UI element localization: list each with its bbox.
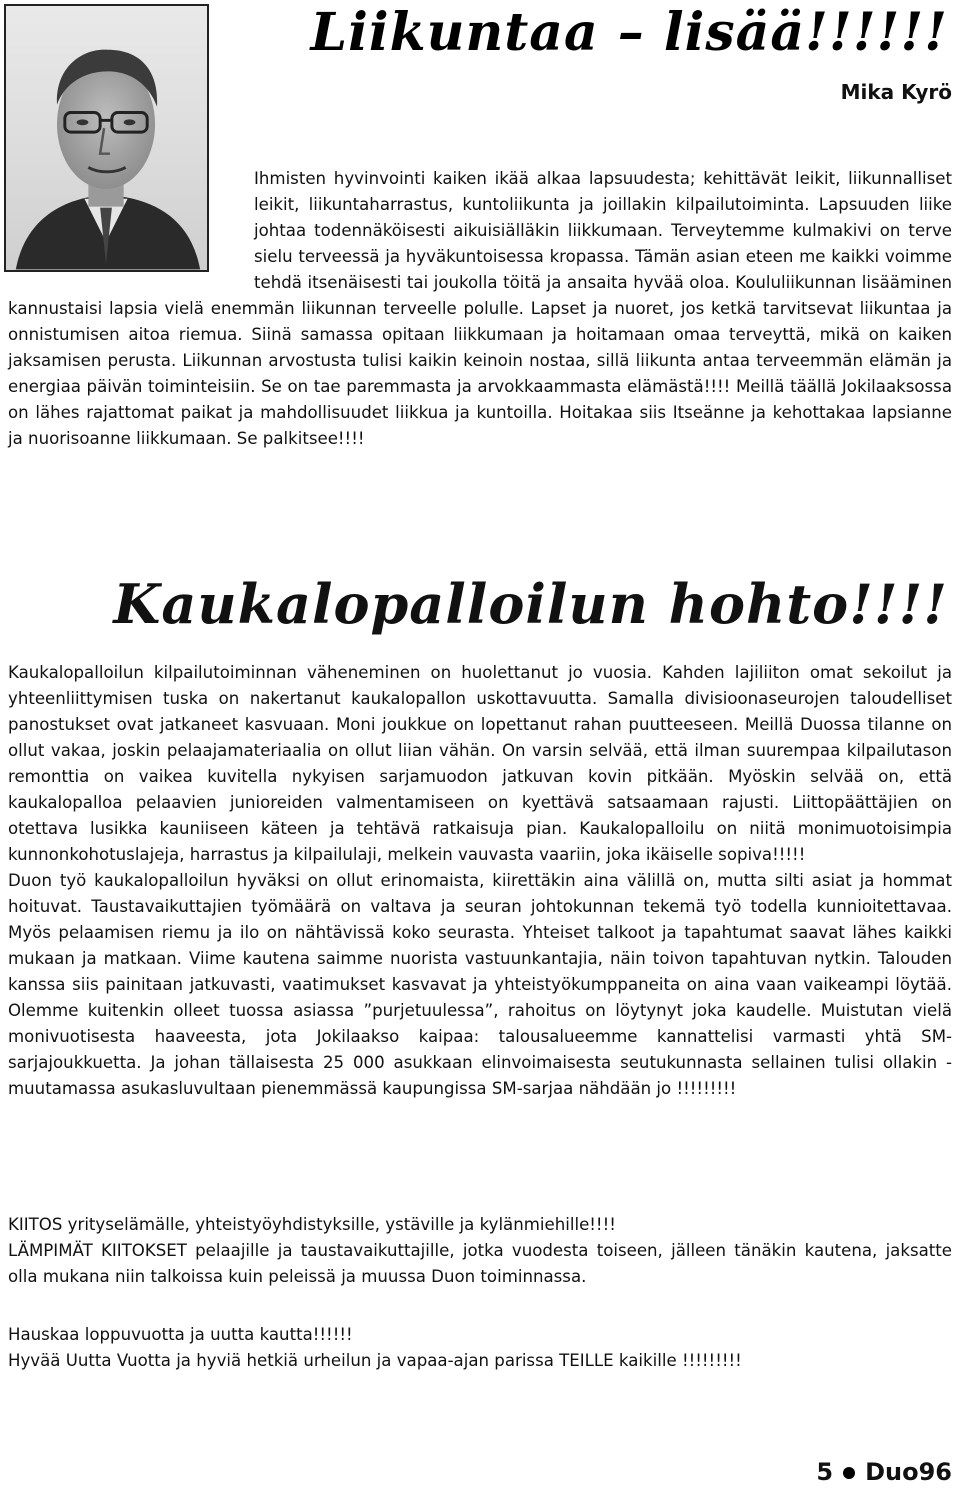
bullet-icon bbox=[843, 1467, 855, 1479]
page-footer bbox=[816, 1458, 952, 1486]
photo-spacer bbox=[8, 166, 254, 288]
section-body bbox=[8, 660, 952, 1102]
article-title: Liikuntaa – lisää!!!!!! bbox=[310, 2, 948, 63]
thanks-line-2: LÄMPIMÄT KIITOKSET pelaajille ja taustavaikuttajille, jotka vuodesta toiseen, jälleen tänäkin kautena, jaksatte olla mukana niin talkoissa kuin peleissä ja muussa Duon toiminnassa. bbox=[8, 1241, 952, 1286]
wish-line-2: Hyvää Uutta Vuotta ja hyviä hetkiä urheilun ja vapaa-ajan parissa TEILLE kaikille !!!!!!!!! bbox=[8, 1351, 742, 1370]
publication-name: Duo96 bbox=[865, 1458, 952, 1486]
section-paragraph-1: Kaukalopalloilun kilpailutoiminnan väheneminen on huolettanut jo vuosia. Kahden lajiliiton omat sekoilut ja yhteenliittymisen tuska on nakertanut kaukalopallon uskottavuutta. Samalla divisioonaseurojen taloudelliset panostukset ovat jatkaneet kasvuaan. Moni joukkue on lopettanut rahan puutteeseen. Meillä Duossa tilanne on ollut vakaa, joskin pelaajamateriaalia on ollut liian vähän. On varsin selvää, että ilman suurempaa kilpailutason remonttia on vaikea kuvitella nykyisen sarjamuodon jatkuvan kovin pitkään. Myöskin selvää on, että kaukalopalloa pelaavien junioreiden valmentamiseen on kyettävä satsaamaan rajusti. Liittopäättäjien on otettava lusikka kauniiseen käteen ja tehtävä ratkaisuja pian. Kaukalopalloilu on niitä monimuotoisimpia kunnonkohotuslajeja, harrastus ja kilpailulaji, melkein vauvasta vaariin, joka ikäiselle sopiva!!!!! bbox=[8, 663, 952, 864]
wish-line-1: Hauskaa loppuvuotta ja uutta kautta!!!!!! bbox=[8, 1325, 353, 1344]
wishes-block bbox=[8, 1322, 952, 1374]
section-paragraph-2: Duon työ kaukalopalloilun hyväksi on ollut erinomaista, kiirettäkin aina välillä on, mutta silti asiat ja hommat hoituvat. Taustavaikuttajien työmäärä on valtava ja seuran johtokunnan tekemä työ todella kunnioitettavaa. Myös pelaamisen riemu ja ilo on nähtävissä koko seurasta. Yhteiset talkoot ja tapahtumat saavat lähes kaikki mukaan ja matkaan. Viime kautena saimme nuorista vastuunkantajia, näin toivon tapahtuvan nytkin. Talouden kanssa siis painitaan jatkuvasti, vaatimukset kasvavat ja yhteistyökumppaneita on aina vaan vaikeampi löytää. Olemme kuitenkin olleet tuossa asiassa ”purjetuulessa”, rahoitus on löytynyt joka kaudelle. Muistutan vielä monivuotisesta haaveesta, jota Jokilaakso kaipaa: talousalueemme kannattelisi varmasti yhtä SM-sarjajoukkuetta. Ja johan tällaisesta 25 000 asukkaan elinvoimaisesta seutukunnasta sellainen tulisi ollakin - muutamassa asukasluvultaan pienemmässä kaupungissa SM-sarjaa nähdään jo !!!!!!!!! bbox=[8, 871, 952, 1098]
article-body-text: Ihmisten hyvinvointi kaiken ikää alkaa lapsuudesta; kehittävät leikit, liikunnalliset leikit, liikuntaharrastus, kuntoliikunta ja joillakin kilpailutoiminta. Lapsuuden liike johtaa todennäköisesti aikuisiälläkin liikkumaan. Terveytemme kulmakivi on terve sielu terveessä ja hyväkuntoisessa kropassa. Tämän asian eteen me kaikki voimme tehdä itsenäisesti tai joukolla töitä ja ansaita hyvää oloa. Koululiikunnan lisääminen kannustaisi lapsia vielä enemmän liikunnan terveelle polulle. Lapset ja nuoret, jos ketkä tarvitsevat liikuntaa ja onnistumisen aitoa riemua. Siinä samassa opitaan liikkumaan ja hoitamaan omaa terveyttä, mikä on kaiken jaksamisen perusta. Liikunnan arvostusta tulisi kaikin keinoin nostaa, sillä liikunta antaa terveemmän elämän ja energiaa päivän toiminteisiin. Se on tae paremmasta ja arvokkaammasta elämästä!!!! Meillä täällä Jokilaaksossa on lähes rajattomat paikat ja mahdollisuudet liikkua ja kuntoilla. Hoitakaa siis Itseänne ja kehottakaa lapsianne ja nuorisoanne liikkumaan. Se palkitsee!!!! bbox=[8, 169, 952, 448]
article-body bbox=[8, 166, 952, 452]
thanks-line-1: KIITOS yrityselämälle, yhteistyöyhdistyksille, ystäville ja kylänmiehille!!!! bbox=[8, 1215, 616, 1234]
section-title: Kaukalopalloilun hohto!!!! bbox=[113, 572, 948, 636]
author-name: Mika Kyrö bbox=[840, 80, 952, 104]
page-number: 5 bbox=[816, 1458, 834, 1486]
thanks-block bbox=[8, 1212, 952, 1290]
